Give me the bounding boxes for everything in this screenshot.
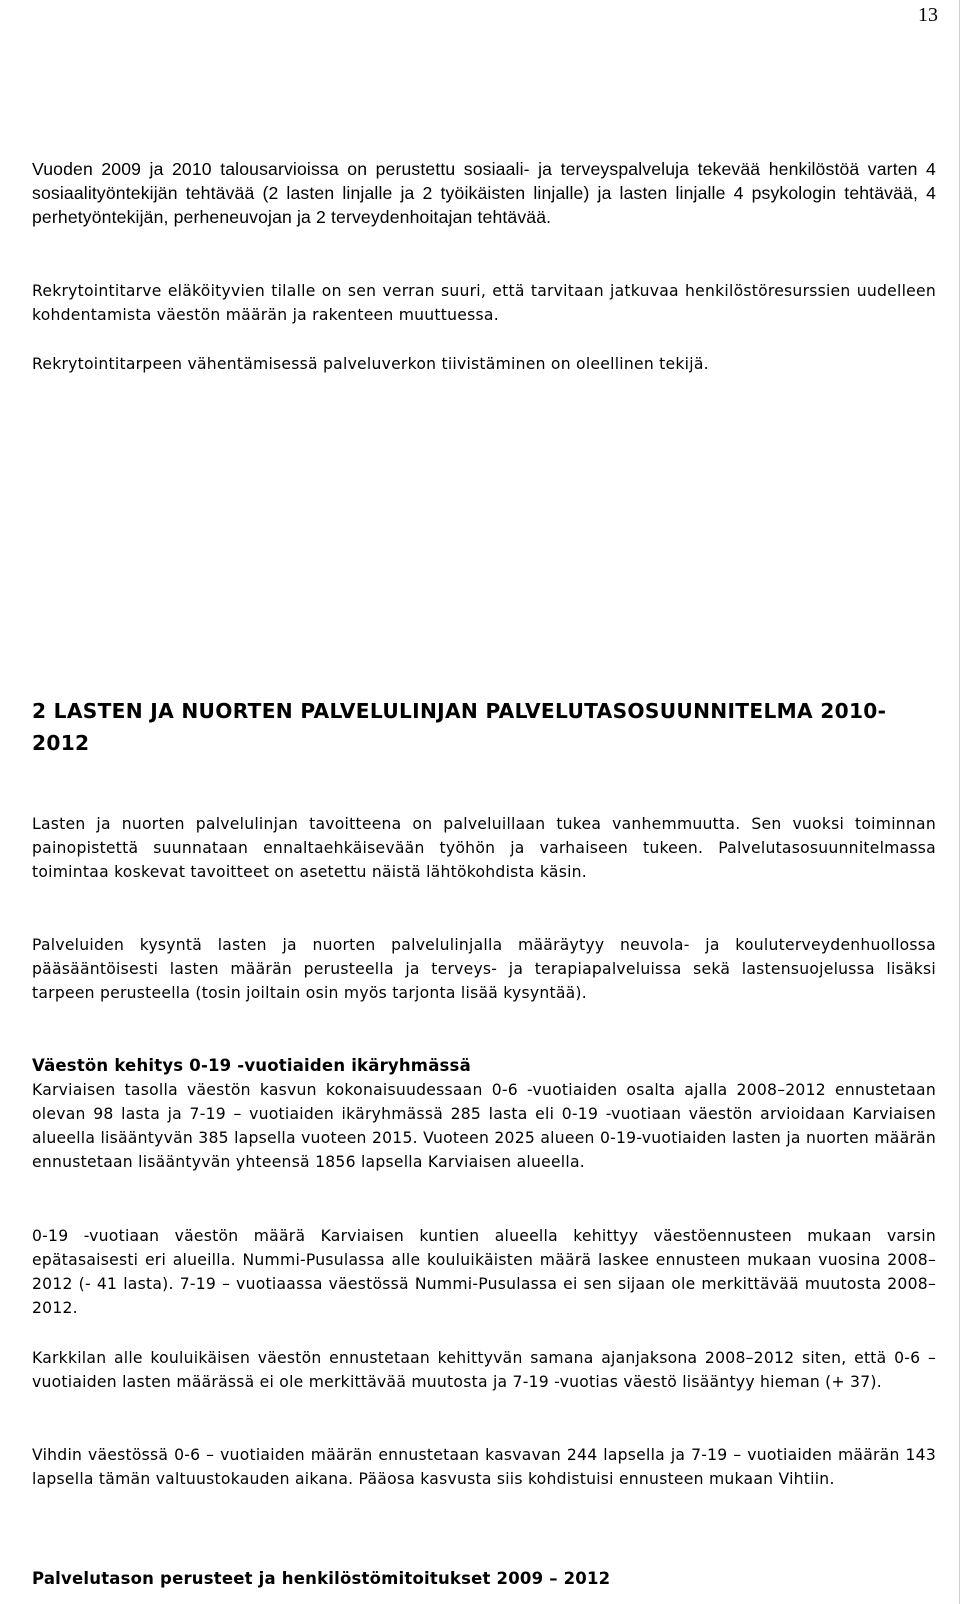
intro-paragraph-3: Rekrytointitarpeen vähentämisessä palveluverkon tiivistäminen on oleellinen tekijä. xyxy=(32,355,709,373)
section-paragraph-1: Lasten ja nuorten palvelulinjan tavoitteena on palveluillaan tukea vanhemmuutta. Sen vuoksi toiminnan painopistettä suunnataan ennaltaehkäisevään työhön ja varhaiseen tukeen. Palvelutasosuunnitelmassa toimintaa koskevat tavoitteet on asetettu näistä lähtökohdista käsin. xyxy=(32,815,936,881)
section-paragraph-2: Palveluiden kysyntä lasten ja nuorten palvelulinjalla määräytyy neuvola- ja kouluterveydenhuollossa pääsääntöisesti lasten määrän perusteella ja terveys- ja terapiapalveluissa sekä lastensuojelussa lisäksi tarpeen perusteella (tosin joiltain osin myös tarjonta lisää kysyntää). xyxy=(32,936,936,1002)
subsection-paragraph-4: Vihdin väestössä 0-6 – vuotiaiden määrän ennustetaan kasvavan 244 lapsella ja 7-19 – vuotiaiden määrän 143 lapsella tämän valtuustokauden aikana. Pääosa kasvusta siis kohdistuisi ennusteen mukaan Vihtiin. xyxy=(32,1446,936,1488)
intro-paragraph-1: Vuoden 2009 ja 2010 talousarvioissa on perustettu sosiaali- ja terveyspalveluja tekevää henkilöstöä varten 4 sosiaalityöntekijän tehtävää (2 lasten linjalle ja 2 työikäisten linjalle) ja lasten linjalle 4 psykologin tehtävää, 4 perhetyöntekijän, perheneuvojan ja 2 terveydenhoitajan tehtävää. xyxy=(32,159,936,227)
subsection-title: Väestön kehitys 0-19 -vuotiaiden ikäryhmässä xyxy=(32,1056,471,1075)
final-heading: Palvelutason perusteet ja henkilöstömitoitukset 2009 – 2012 xyxy=(32,1569,611,1588)
intro-paragraph-2: Rekrytointitarve eläköityvien tilalle on sen verran suuri, että tarvitaan jatkuvaa henkilöstöresurssien uudelleen kohdentamista väestön määrän ja rakenteen muuttuessa. xyxy=(32,282,936,324)
section-title: 2 LASTEN JA NUORTEN PALVELULINJAN PALVELUTASOSUUNNITELMA 2010-2012 xyxy=(32,699,887,755)
subsection-paragraph-2: 0-19 -vuotiaan väestön määrä Karviaisen kuntien alueella kehittyy väestöennusteen mukaan varsin epätasaisesti eri alueilla. Nummi-Pusulassa alle kouluikäisten määrä laskee ennusteen mukaan vuosina 2008–2012 (- 41 lasta). 7-19 – vuotiaassa väestössä Nummi-Pusulassa ei sen sijaan ole merkittävää muutosta 2008–2012. xyxy=(32,1227,936,1317)
page-number: 13 xyxy=(918,4,938,26)
subsection-paragraph-1: Karviaisen tasolla väestön kasvun kokonaisuudessaan 0-6 -vuotiaiden osalta ajalla 2008–2012 ennustetaan olevan 98 lasta ja 7-19 – vuotiaiden ikäryhmässä 285 lasta eli 0-19 -vuotiaan väestön arvioidaan Karviaisen alueella lisääntyvän 385 lapsella vuoteen 2015. Vuoteen 2025 alueen 0-19-vuotiaiden lasten ja nuorten määrän ennustetaan lisääntyvän yhteensä 1856 lapsella Karviaisen alueella. xyxy=(32,1081,936,1171)
subsection-paragraph-3: Karkkilan alle kouluikäisen väestön ennustetaan kehittyvän samana ajanjaksona 2008–2012 siten, että 0-6 – vuotiaiden lasten määrässä ei ole merkittävää muutosta ja 7-19 -vuotias väestö lisääntyy hieman (+ 37). xyxy=(32,1349,936,1391)
